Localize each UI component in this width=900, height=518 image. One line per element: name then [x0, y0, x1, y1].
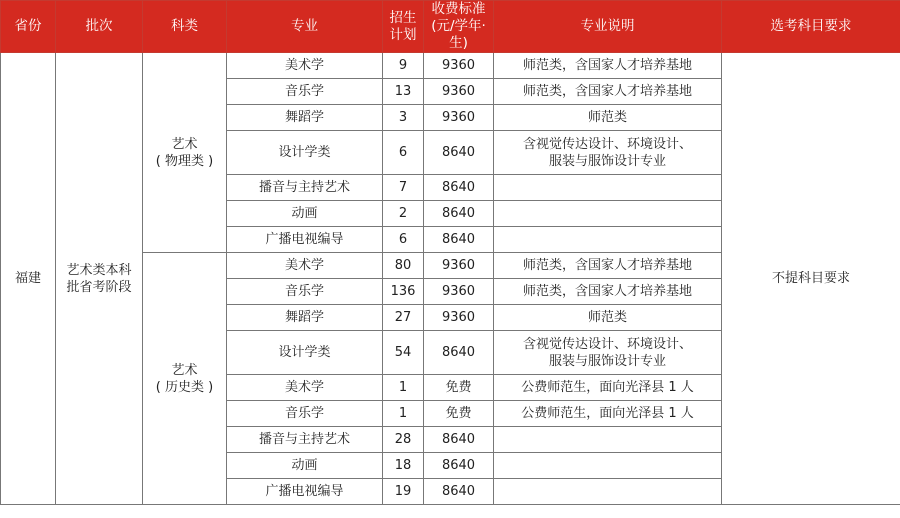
- fee-cell: 8640: [424, 131, 494, 175]
- plan-cell: 3: [383, 105, 424, 131]
- requirement-cell: 不提科目要求: [722, 53, 900, 505]
- major-cell: 设计学类: [227, 331, 383, 375]
- description-cell: 师范类，含国家人才培养基地: [494, 253, 722, 279]
- plan-cell: 136: [383, 279, 424, 305]
- fee-cell: 免费: [424, 401, 494, 427]
- fee-cell: 9360: [424, 279, 494, 305]
- major-cell: 播音与主持艺术: [227, 175, 383, 201]
- header-requirement: 选考科目要求: [722, 1, 900, 53]
- plan-cell: 80: [383, 253, 424, 279]
- major-cell: 音乐学: [227, 279, 383, 305]
- fee-cell: 9360: [424, 105, 494, 131]
- description-cell: [494, 227, 722, 253]
- description-cell: 师范类: [494, 105, 722, 131]
- plan-cell: 6: [383, 131, 424, 175]
- description-cell: 含视觉传达设计、环境设计、 服装与服饰设计专业: [494, 131, 722, 175]
- fee-cell: 8640: [424, 227, 494, 253]
- category-cell: 艺术 ( 物理类 ): [143, 53, 227, 253]
- fee-cell: 8640: [424, 201, 494, 227]
- fee-cell: 9360: [424, 253, 494, 279]
- major-cell: 美术学: [227, 53, 383, 79]
- fee-cell: 8640: [424, 331, 494, 375]
- description-cell: [494, 453, 722, 479]
- major-cell: 广播电视编导: [227, 227, 383, 253]
- header-plan: 招生 计划: [383, 1, 424, 53]
- fee-cell: 8640: [424, 453, 494, 479]
- major-cell: 美术学: [227, 375, 383, 401]
- header-description: 专业说明: [494, 1, 722, 53]
- fee-cell: 9360: [424, 305, 494, 331]
- table-row: [1, 53, 900, 79]
- fee-cell: 9360: [424, 79, 494, 105]
- plan-cell: 1: [383, 401, 424, 427]
- major-cell: 美术学: [227, 253, 383, 279]
- header-batch: 批次: [56, 1, 143, 53]
- description-cell: 师范类，含国家人才培养基地: [494, 53, 722, 79]
- table-body: [1, 53, 900, 505]
- description-cell: [494, 175, 722, 201]
- plan-cell: 19: [383, 479, 424, 505]
- major-cell: 舞蹈学: [227, 305, 383, 331]
- description-cell: [494, 201, 722, 227]
- description-cell: 师范类，含国家人才培养基地: [494, 79, 722, 105]
- plan-cell: 54: [383, 331, 424, 375]
- table-header: [1, 1, 900, 53]
- major-cell: 设计学类: [227, 131, 383, 175]
- description-cell: 公费师范生，面向光泽县 1 人: [494, 401, 722, 427]
- description-cell: [494, 427, 722, 453]
- batch-cell: 艺术类本科 批省考阶段: [56, 53, 143, 505]
- header-category: 科类: [143, 1, 227, 53]
- description-cell: 公费师范生，面向光泽县 1 人: [494, 375, 722, 401]
- plan-cell: 6: [383, 227, 424, 253]
- plan-cell: 2: [383, 201, 424, 227]
- major-cell: 音乐学: [227, 401, 383, 427]
- major-cell: 广播电视编导: [227, 479, 383, 505]
- fee-cell: 8640: [424, 479, 494, 505]
- description-cell: 含视觉传达设计、环境设计、 服装与服饰设计专业: [494, 331, 722, 375]
- province-cell: 福建: [1, 53, 56, 505]
- major-cell: 音乐学: [227, 79, 383, 105]
- plan-cell: 1: [383, 375, 424, 401]
- header-province: 省份: [1, 1, 56, 53]
- plan-cell: 13: [383, 79, 424, 105]
- header-major: 专业: [227, 1, 383, 53]
- plan-cell: 28: [383, 427, 424, 453]
- plan-cell: 27: [383, 305, 424, 331]
- fee-cell: 8640: [424, 427, 494, 453]
- plan-cell: 7: [383, 175, 424, 201]
- fee-cell: 9360: [424, 53, 494, 79]
- description-cell: 师范类，含国家人才培养基地: [494, 279, 722, 305]
- plan-cell: 18: [383, 453, 424, 479]
- major-cell: 动画: [227, 453, 383, 479]
- description-cell: [494, 479, 722, 505]
- plan-cell: 9: [383, 53, 424, 79]
- major-cell: 动画: [227, 201, 383, 227]
- description-cell: 师范类: [494, 305, 722, 331]
- major-cell: 播音与主持艺术: [227, 427, 383, 453]
- category-cell: 艺术 ( 历史类 ): [143, 253, 227, 505]
- fee-cell: 8640: [424, 175, 494, 201]
- major-cell: 舞蹈学: [227, 105, 383, 131]
- fee-cell: 免费: [424, 375, 494, 401]
- header-fee: 收费标准 (元/学年·生): [424, 1, 494, 53]
